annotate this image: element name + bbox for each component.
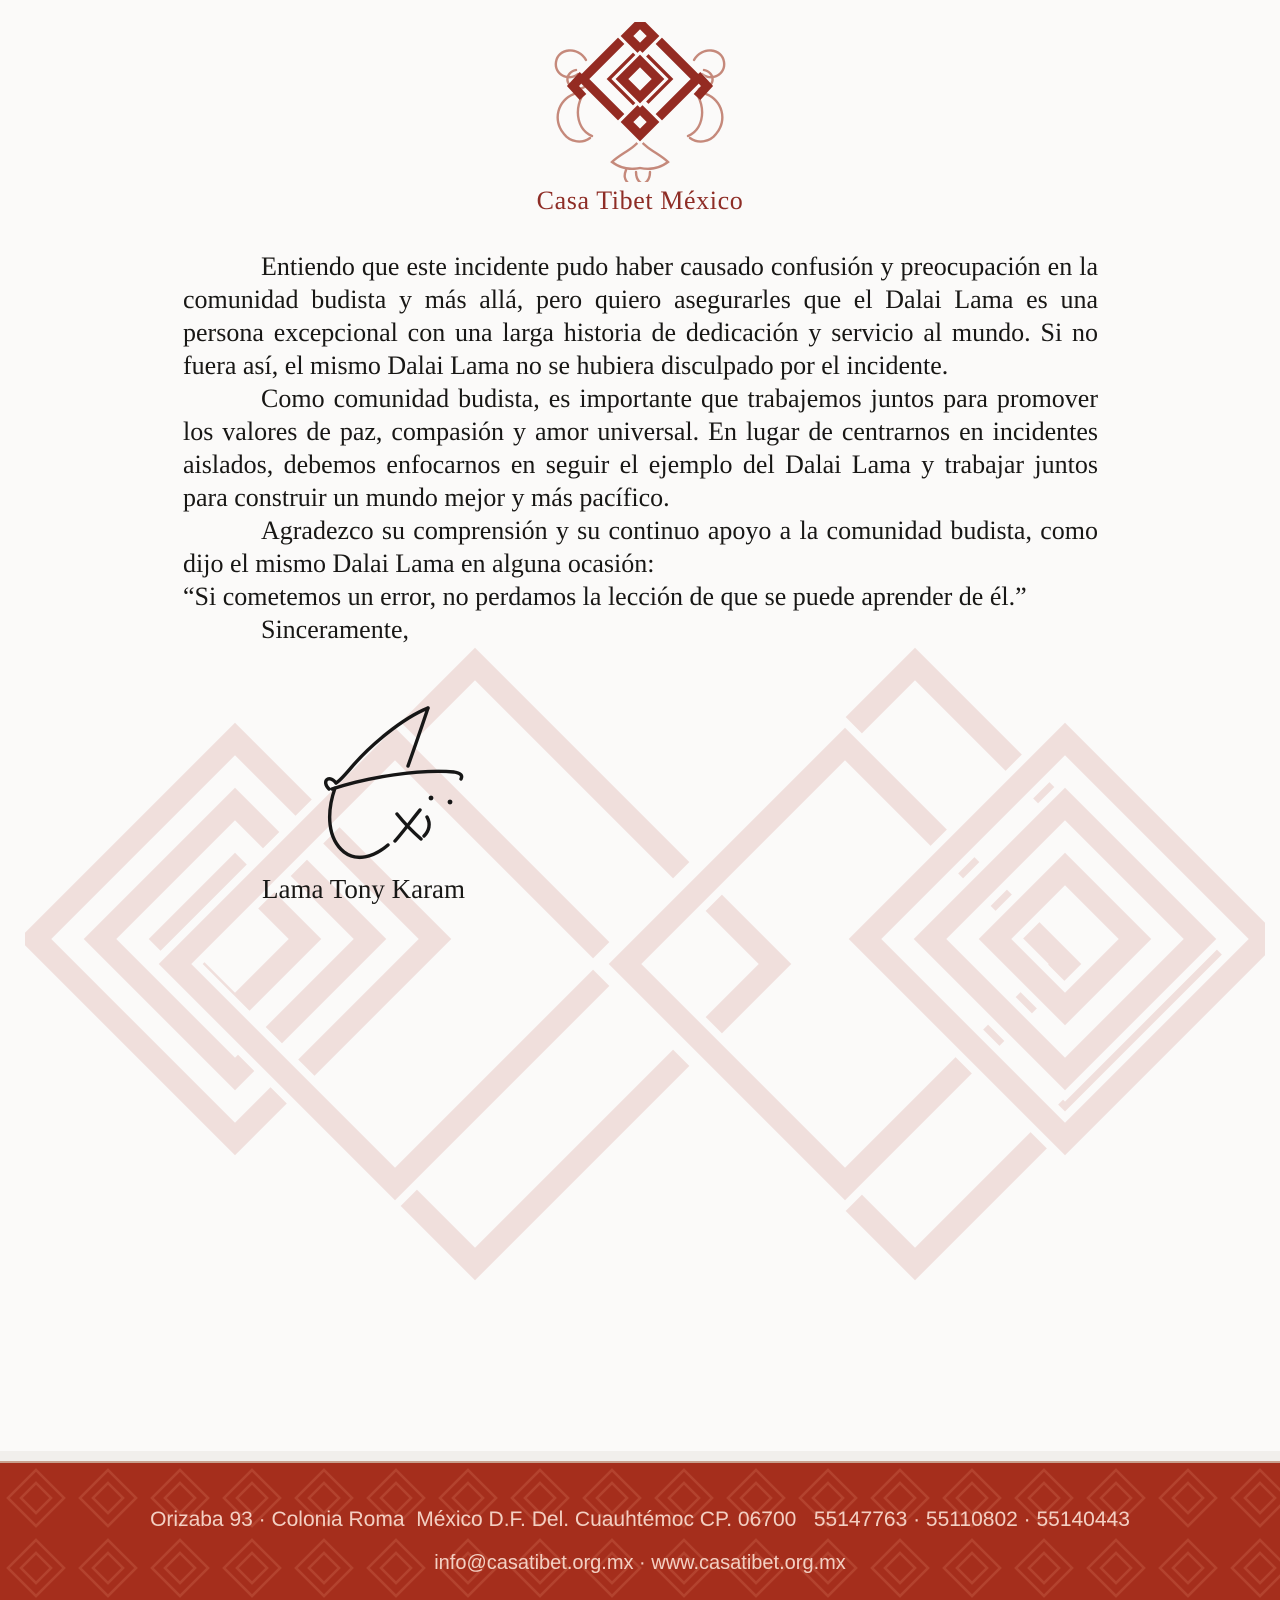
footer-contact: info@casatibet.org.mx · www.casatibet.org.mx <box>434 1552 846 1574</box>
signer-name: Lama Tony Karam <box>262 874 466 904</box>
paragraph-3: Agradezco su comprensión y su continuo apoyo a la comunidad budista, como dijo el mismo Dalai Lama en alguna ocasión: <box>183 516 1098 578</box>
letterhead <box>0 22 1280 216</box>
endless-knot-strands <box>573 23 707 135</box>
paragraph-1: Entiendo que este incidente pudo haber causado confusión y preocupación en la comunidad budista y más allá, pero quiero asegurarles que el Dalai Lama es una persona excepcional con una larga historia de dedicación y servicio al mundo. Si no fuera así, el mismo Dalai Lama no se hubiera disculpado por el incidente. <box>183 252 1098 380</box>
letter-body <box>183 250 1098 646</box>
signature-stroke <box>308 693 478 868</box>
paragraph-2: Como comunidad budista, es importante que trabajemos juntos para promover los valores de paz, compasión y amor universal. En lugar de centrarnos en incidentes aislados, debemos enfocarnos en seguir el ejemplo del Dalai Lama y trabajar juntos para construir un mundo mejor y más pacífico. <box>183 384 1098 512</box>
footer-divider <box>0 1451 1280 1461</box>
org-name: Casa Tibet México <box>536 186 744 215</box>
footer-address: Orizaba 93 · Colonia Roma México D.F. Del. Cuauhtémoc CP. 06700 55147763 · 55110802 · 55140443 <box>150 1508 1130 1531</box>
endless-knot-watermark-icon <box>25 608 1265 1300</box>
closing-line: Sinceramente, <box>261 615 409 644</box>
footer <box>0 1461 1280 1600</box>
endless-knot-logo-icon <box>540 22 740 182</box>
quote-line: “Si cometemos un error, no perdamos la lección de que se puede aprender de él.” <box>183 582 1027 611</box>
